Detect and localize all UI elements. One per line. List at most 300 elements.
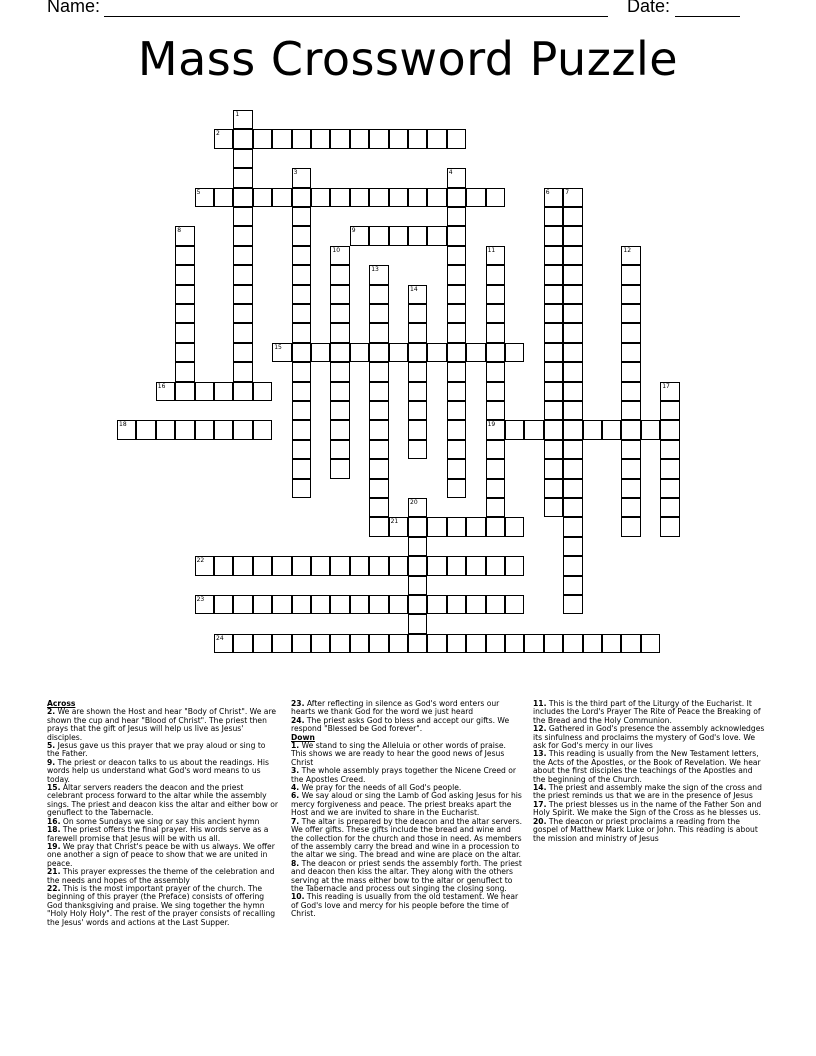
grid-cell[interactable] [544, 362, 563, 381]
grid-cell[interactable] [544, 440, 563, 459]
grid-cell[interactable] [544, 479, 563, 498]
grid-cell[interactable] [563, 246, 582, 265]
grid-cell[interactable] [486, 440, 505, 459]
grid-cell[interactable] [447, 168, 466, 187]
grid-cell[interactable] [272, 188, 291, 207]
grid-cell[interactable] [486, 479, 505, 498]
grid-cell[interactable] [408, 614, 427, 633]
grid-cell[interactable] [660, 479, 679, 498]
grid-cell[interactable] [408, 634, 427, 653]
grid-cell[interactable] [369, 420, 388, 439]
grid-cell[interactable] [408, 323, 427, 342]
grid-cell[interactable] [330, 323, 349, 342]
grid-cell[interactable] [427, 556, 446, 575]
grid-cell[interactable] [214, 556, 233, 575]
grid-cell[interactable] [447, 207, 466, 226]
grid-cell[interactable] [563, 362, 582, 381]
grid-cell[interactable] [292, 556, 311, 575]
grid-cell[interactable] [447, 420, 466, 439]
grid-cell[interactable] [311, 556, 330, 575]
grid-cell[interactable] [253, 556, 272, 575]
grid-cell[interactable] [544, 304, 563, 323]
grid-cell[interactable] [486, 556, 505, 575]
grid-cell[interactable] [253, 634, 272, 653]
grid-cell[interactable] [272, 343, 291, 362]
grid-cell[interactable] [486, 188, 505, 207]
grid-cell[interactable] [292, 459, 311, 478]
grid-cell[interactable] [660, 420, 679, 439]
grid-cell[interactable] [583, 634, 602, 653]
grid-cell[interactable] [233, 556, 252, 575]
clue-number-label: 18 [119, 421, 127, 429]
clue-item [47, 843, 279, 868]
grid-cell[interactable] [563, 634, 582, 653]
grid-cell[interactable] [563, 285, 582, 304]
grid-cell[interactable] [369, 479, 388, 498]
grid-cell[interactable] [486, 246, 505, 265]
grid-cell[interactable] [427, 595, 446, 614]
grid-cell[interactable] [214, 595, 233, 614]
grid-cell[interactable] [369, 362, 388, 381]
grid-cell[interactable] [369, 129, 388, 148]
grid-cell[interactable] [447, 343, 466, 362]
grid-cell[interactable] [621, 517, 640, 536]
grid-cell[interactable] [486, 401, 505, 420]
grid-cell[interactable] [389, 634, 408, 653]
clue-number-label: 4 [448, 169, 453, 177]
grid-cell[interactable] [466, 343, 485, 362]
grid-cell[interactable] [660, 459, 679, 478]
grid-cell[interactable] [292, 343, 311, 362]
grid-cell[interactable] [408, 362, 427, 381]
grid-cell[interactable] [330, 343, 349, 362]
grid-cell[interactable] [117, 420, 136, 439]
grid-cell[interactable] [272, 595, 291, 614]
grid-cell[interactable] [447, 595, 466, 614]
grid-cell[interactable] [195, 188, 214, 207]
grid-cell[interactable] [563, 207, 582, 226]
grid-cell[interactable] [214, 382, 233, 401]
grid-cell[interactable] [447, 362, 466, 381]
grid-cell[interactable] [408, 226, 427, 245]
grid-cell[interactable] [563, 537, 582, 556]
grid-cell[interactable] [563, 595, 582, 614]
grid-cell[interactable] [292, 634, 311, 653]
grid-cell[interactable] [389, 226, 408, 245]
grid-cell[interactable] [486, 304, 505, 323]
grid-cell[interactable] [563, 343, 582, 362]
grid-cell[interactable] [233, 168, 252, 187]
grid-cell[interactable] [408, 498, 427, 517]
grid-cell[interactable] [389, 188, 408, 207]
grid-cell[interactable] [447, 285, 466, 304]
grid-cell[interactable] [292, 420, 311, 439]
grid-cell[interactable] [621, 265, 640, 284]
grid-cell[interactable] [563, 479, 582, 498]
grid-cell[interactable] [505, 420, 524, 439]
grid-cell[interactable] [233, 304, 252, 323]
grid-cell[interactable] [330, 595, 349, 614]
grid-cell[interactable] [330, 362, 349, 381]
grid-cell[interactable] [563, 304, 582, 323]
grid-cell[interactable] [408, 576, 427, 595]
grid-cell[interactable] [544, 498, 563, 517]
grid-cell[interactable] [486, 595, 505, 614]
grid-cell[interactable] [563, 323, 582, 342]
grid-cell[interactable] [253, 188, 272, 207]
grid-cell[interactable] [175, 226, 194, 245]
clue-number: 8. [291, 858, 300, 868]
grid-cell[interactable] [544, 634, 563, 653]
grid-cell[interactable] [408, 420, 427, 439]
grid-cell[interactable] [621, 634, 640, 653]
grid-cell[interactable] [447, 459, 466, 478]
grid-cell[interactable] [292, 265, 311, 284]
grid-cell[interactable] [214, 129, 233, 148]
grid-cell[interactable] [389, 595, 408, 614]
grid-cell[interactable] [292, 440, 311, 459]
grid-cell[interactable] [214, 188, 233, 207]
grid-cell[interactable] [369, 634, 388, 653]
grid-cell[interactable] [602, 634, 621, 653]
grid-cell[interactable] [369, 323, 388, 342]
grid-cell[interactable] [486, 634, 505, 653]
grid-cell[interactable] [563, 420, 582, 439]
grid-cell[interactable] [427, 129, 446, 148]
grid-cell[interactable] [544, 285, 563, 304]
grid-cell[interactable] [292, 479, 311, 498]
grid-cell[interactable] [369, 382, 388, 401]
grid-cell[interactable] [311, 129, 330, 148]
grid-cell[interactable] [408, 595, 427, 614]
grid-cell[interactable] [350, 129, 369, 148]
grid-cell[interactable] [408, 343, 427, 362]
grid-cell[interactable] [524, 634, 543, 653]
grid-cell[interactable] [233, 188, 252, 207]
grid-cell[interactable] [621, 420, 640, 439]
grid-cell[interactable] [330, 420, 349, 439]
grid-cell[interactable] [369, 304, 388, 323]
grid-cell[interactable] [621, 479, 640, 498]
grid-cell[interactable] [233, 129, 252, 148]
clue-number-label: 10 [332, 246, 341, 254]
grid-cell[interactable] [175, 246, 194, 265]
grid-cell[interactable] [330, 265, 349, 284]
grid-cell[interactable] [447, 323, 466, 342]
grid-cell[interactable] [544, 226, 563, 245]
grid-cell[interactable] [389, 556, 408, 575]
grid-cell[interactable] [311, 343, 330, 362]
grid-cell[interactable] [195, 382, 214, 401]
grid-cell[interactable] [563, 498, 582, 517]
grid-cell[interactable] [136, 420, 155, 439]
grid-cell[interactable] [524, 420, 543, 439]
grid-cell[interactable] [660, 401, 679, 420]
grid-cell[interactable] [175, 304, 194, 323]
grid-cell[interactable] [583, 420, 602, 439]
grid-cell[interactable] [350, 595, 369, 614]
grid-cell[interactable] [505, 343, 524, 362]
grid-cell[interactable] [486, 420, 505, 439]
grid-cell[interactable] [389, 129, 408, 148]
grid-cell[interactable] [350, 634, 369, 653]
grid-cell[interactable] [292, 362, 311, 381]
grid-cell[interactable] [486, 362, 505, 381]
grid-cell[interactable] [563, 188, 582, 207]
grid-cell[interactable] [292, 188, 311, 207]
grid-cell[interactable] [175, 285, 194, 304]
grid-cell[interactable] [253, 420, 272, 439]
grid-cell[interactable] [330, 285, 349, 304]
grid-cell[interactable] [505, 556, 524, 575]
grid-cell[interactable] [175, 323, 194, 342]
grid-cell[interactable] [427, 188, 446, 207]
grid-cell[interactable] [466, 517, 485, 536]
grid-cell[interactable] [544, 420, 563, 439]
grid-cell[interactable] [563, 440, 582, 459]
grid-cell[interactable] [156, 420, 175, 439]
grid-cell[interactable] [369, 556, 388, 575]
grid-cell[interactable] [621, 304, 640, 323]
grid-cell[interactable] [408, 556, 427, 575]
grid-cell[interactable] [544, 343, 563, 362]
grid-cell[interactable] [447, 556, 466, 575]
grid-cell[interactable] [233, 246, 252, 265]
name-label: Name: [47, 0, 101, 16]
grid-cell[interactable] [544, 265, 563, 284]
grid-cell[interactable] [621, 343, 640, 362]
grid-cell[interactable] [175, 362, 194, 381]
grid-cell[interactable] [427, 634, 446, 653]
grid-cell[interactable] [369, 401, 388, 420]
grid-cell[interactable] [214, 420, 233, 439]
grid-cell[interactable] [292, 401, 311, 420]
grid-cell[interactable] [253, 382, 272, 401]
grid-cell[interactable] [233, 343, 252, 362]
grid-cell[interactable] [660, 517, 679, 536]
clue-number-label: 15 [274, 343, 282, 351]
grid-cell[interactable] [369, 226, 388, 245]
grid-cell[interactable] [195, 556, 214, 575]
grid-cell[interactable] [233, 634, 252, 653]
grid-cell[interactable] [621, 362, 640, 381]
grid-cell[interactable] [408, 304, 427, 323]
grid-cell[interactable] [563, 517, 582, 536]
grid-cell[interactable] [233, 323, 252, 342]
grid-cell[interactable] [369, 285, 388, 304]
clue-item [291, 700, 523, 717]
grid-cell[interactable] [330, 129, 349, 148]
grid-cell[interactable] [486, 285, 505, 304]
grid-cell[interactable] [447, 634, 466, 653]
grid-cell[interactable] [486, 323, 505, 342]
grid-cell[interactable] [253, 129, 272, 148]
grid-cell[interactable] [466, 595, 485, 614]
grid-cell[interactable] [466, 556, 485, 575]
grid-cell[interactable] [330, 304, 349, 323]
grid-cell[interactable] [175, 265, 194, 284]
grid-cell[interactable] [660, 382, 679, 401]
grid-cell[interactable] [544, 323, 563, 342]
grid-cell[interactable] [272, 634, 291, 653]
grid-cell[interactable] [621, 440, 640, 459]
grid-cell[interactable] [544, 401, 563, 420]
grid-cell[interactable] [486, 265, 505, 284]
grid-cell[interactable] [408, 188, 427, 207]
grid-cell[interactable] [563, 576, 582, 595]
grid-cell[interactable] [350, 343, 369, 362]
grid-cell[interactable] [311, 634, 330, 653]
grid-cell[interactable] [369, 188, 388, 207]
grid-cell[interactable] [447, 304, 466, 323]
grid-cell[interactable] [369, 517, 388, 536]
grid-cell[interactable] [233, 149, 252, 168]
grid-cell[interactable] [621, 498, 640, 517]
grid-cell[interactable] [621, 459, 640, 478]
grid-cell[interactable] [330, 401, 349, 420]
grid-cell[interactable] [505, 595, 524, 614]
grid-cell[interactable] [544, 459, 563, 478]
grid-cell[interactable] [408, 285, 427, 304]
grid-cell[interactable] [447, 440, 466, 459]
grid-cell[interactable] [544, 382, 563, 401]
grid-cell[interactable] [660, 498, 679, 517]
grid-cell[interactable] [505, 634, 524, 653]
grid-cell[interactable] [563, 226, 582, 245]
grid-cell[interactable] [292, 246, 311, 265]
grid-cell[interactable] [330, 188, 349, 207]
grid-cell[interactable] [621, 246, 640, 265]
grid-cell[interactable] [369, 459, 388, 478]
grid-cell[interactable] [389, 517, 408, 536]
grid-cell[interactable] [350, 556, 369, 575]
grid-cell[interactable] [486, 343, 505, 362]
grid-cell[interactable] [563, 556, 582, 575]
grid-cell[interactable] [292, 595, 311, 614]
grid-cell[interactable] [408, 129, 427, 148]
grid-cell[interactable] [544, 188, 563, 207]
grid-cell[interactable] [408, 517, 427, 536]
grid-cell[interactable] [486, 517, 505, 536]
grid-cell[interactable] [233, 362, 252, 381]
grid-cell[interactable] [389, 343, 408, 362]
grid-cell[interactable] [214, 634, 233, 653]
grid-cell[interactable] [447, 226, 466, 245]
grid-cell[interactable] [195, 420, 214, 439]
grid-cell[interactable] [330, 459, 349, 478]
grid-cell[interactable] [292, 285, 311, 304]
grid-cell[interactable] [311, 188, 330, 207]
grid-cell[interactable] [486, 498, 505, 517]
grid-cell[interactable] [175, 382, 194, 401]
grid-cell[interactable] [233, 207, 252, 226]
grid-cell[interactable] [563, 265, 582, 284]
grid-cell[interactable] [486, 382, 505, 401]
grid-cell[interactable] [330, 382, 349, 401]
grid-cell[interactable] [544, 246, 563, 265]
grid-cell[interactable] [447, 246, 466, 265]
grid-cell[interactable] [602, 420, 621, 439]
grid-cell[interactable] [233, 226, 252, 245]
grid-cell[interactable] [253, 595, 272, 614]
grid-cell[interactable] [292, 207, 311, 226]
grid-cell[interactable] [369, 595, 388, 614]
grid-cell[interactable] [447, 382, 466, 401]
grid-cell[interactable] [369, 265, 388, 284]
grid-cell[interactable] [660, 440, 679, 459]
grid-cell[interactable] [272, 556, 291, 575]
grid-cell[interactable] [195, 595, 214, 614]
grid-cell[interactable] [233, 382, 252, 401]
grid-cell[interactable] [447, 517, 466, 536]
grid-cell[interactable] [563, 401, 582, 420]
grid-cell[interactable] [233, 265, 252, 284]
grid-cell[interactable] [369, 343, 388, 362]
grid-cell[interactable] [466, 634, 485, 653]
grid-cell[interactable] [369, 498, 388, 517]
grid-cell[interactable] [330, 440, 349, 459]
grid-cell[interactable] [292, 226, 311, 245]
grid-cell[interactable] [641, 634, 660, 653]
grid-cell[interactable] [486, 459, 505, 478]
grid-cell[interactable] [175, 343, 194, 362]
grid-cell[interactable] [621, 401, 640, 420]
grid-cell[interactable] [272, 129, 291, 148]
clue-item [291, 742, 523, 767]
grid-cell[interactable] [350, 188, 369, 207]
grid-cell[interactable] [233, 110, 252, 129]
grid-cell[interactable] [563, 382, 582, 401]
grid-cell[interactable] [427, 343, 446, 362]
grid-cell[interactable] [369, 440, 388, 459]
grid-cell[interactable] [233, 595, 252, 614]
grid-cell[interactable] [447, 265, 466, 284]
grid-cell[interactable] [447, 401, 466, 420]
grid-cell[interactable] [292, 129, 311, 148]
grid-cell[interactable] [330, 634, 349, 653]
grid-cell[interactable] [544, 207, 563, 226]
grid-cell[interactable] [621, 285, 640, 304]
grid-cell[interactable] [505, 517, 524, 536]
grid-cell[interactable] [466, 188, 485, 207]
grid-cell[interactable] [233, 420, 252, 439]
grid-cell[interactable] [427, 517, 446, 536]
grid-cell[interactable] [641, 420, 660, 439]
grid-cell[interactable] [408, 382, 427, 401]
grid-cell[interactable] [563, 459, 582, 478]
grid-cell[interactable] [408, 440, 427, 459]
grid-cell[interactable] [330, 246, 349, 265]
grid-cell[interactable] [408, 537, 427, 556]
grid-cell[interactable] [427, 226, 446, 245]
grid-cell[interactable] [156, 382, 175, 401]
grid-cell[interactable] [350, 226, 369, 245]
grid-cell[interactable] [621, 323, 640, 342]
grid-cell[interactable] [330, 556, 349, 575]
grid-cell[interactable] [447, 129, 466, 148]
grid-cell[interactable] [233, 285, 252, 304]
grid-cell[interactable] [311, 595, 330, 614]
grid-cell[interactable] [447, 188, 466, 207]
grid-cell[interactable] [292, 304, 311, 323]
grid-cell[interactable] [292, 323, 311, 342]
grid-cell[interactable] [292, 168, 311, 187]
grid-cell[interactable] [175, 420, 194, 439]
grid-cell[interactable] [292, 382, 311, 401]
grid-cell[interactable] [408, 401, 427, 420]
grid-cell[interactable] [447, 479, 466, 498]
grid-cell[interactable] [621, 382, 640, 401]
